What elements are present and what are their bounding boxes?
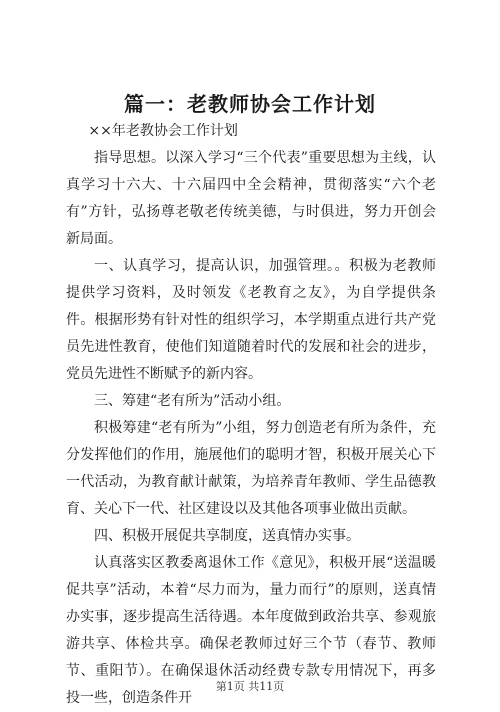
heading-section-three: 三、筹建“老有所为”活动小组。 (94, 393, 291, 409)
paragraph-section-four: 认真落实区教委离退休工作《意见》，积极开展“送温暖促共享”活动，本着“尽力而为，量力而行”的原则，送真情办实事，逐步提高生活待遇。本年度做到政治共享、参观旅游共享、体检共享。确保老教师过好三个节（春节、教师节、重阳节）。在确保退休活动经费专款专用情况下，再多投一些，创造条件开 (66, 555, 436, 706)
paragraph-section-three: 积极筹建“老有所为”小组，努力创造老有所为条件，充分发挥他们的作用，施展他们的聪明才智，积极开展关心下一代活动，为教育献计献策，为培养青年教师、学生品德教育、关心下一代、社区建设以及其他各项事业做出贡献。 (66, 420, 436, 517)
paragraph-guiding-thought: 指导思想。以深入学习“三个代表”重要思想为主线，认真学习十六大、十六届四中全会精神，贯彻落实“六个老有”方针，弘扬尊老敬老传统美德，与时俱进，努力开创会新局面。 (66, 150, 436, 247)
paragraph-section-one: 一、认真学习，提高认识，加强管理。。积极为老教师提供学习资料，及时领发《老教育之友》，为自学提供条件。根据形势有针对性的组织学习，本学期重点进行共产党员先进性教育，使他们知道随着时代的发展和社会的进步，党员先进性不断赋予的新内容。 (66, 258, 436, 382)
document-title: 篇一：老教师协会工作计划 (124, 92, 376, 116)
document-body (66, 118, 436, 712)
page-number-footer: 第1页 共11页 (215, 680, 285, 693)
document-subtitle: ××年老教协会工作计划 (88, 123, 238, 139)
heading-section-four: 四、积极开展促共享制度，送真情办实事。 (94, 528, 360, 544)
